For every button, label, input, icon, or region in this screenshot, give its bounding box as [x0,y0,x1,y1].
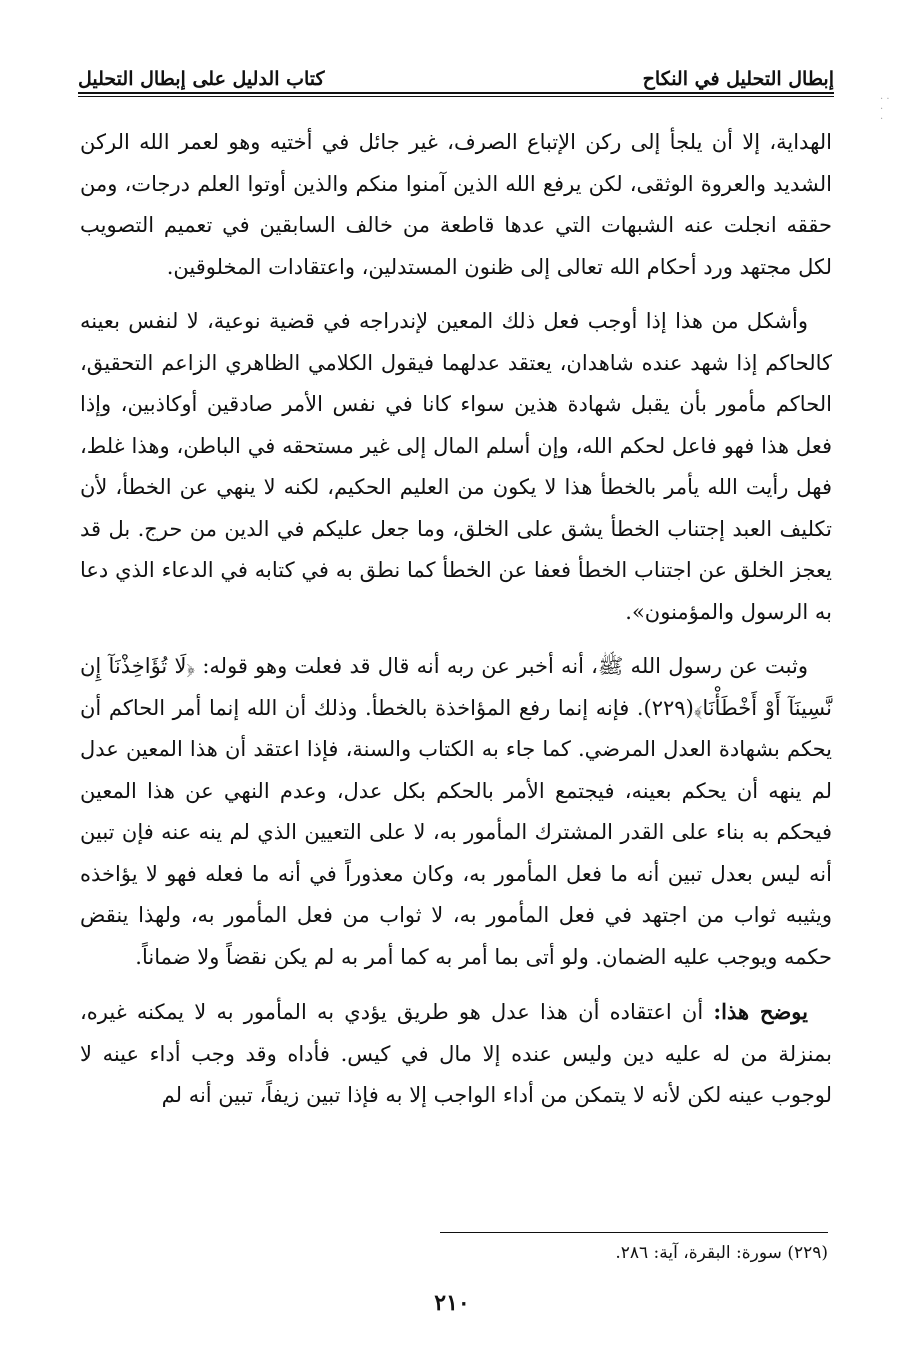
header-chapter-title: إبطال التحليل في النكاح [642,68,834,90]
paragraph-1: الهداية، إلا أن يلجأ إلى ركن الإتباع الصرف، غير جائل في أختيه وهو لعمر الله الركن الشديد والعروة الوثقى، لكن يرفع الله الذين آمنوا منكم والذين أوتوا العلم درجات، ومن حققه انجلت عنه الشبهات التي عدها قاطعة من خالف السابقين في تعميم التصويب لكل مجتهد ورد أحكام الله تعالى إلى ظنون المستدلين، واعتقادات المخلوقين. [80,130,832,279]
page-number: ٢١٠ [434,1290,470,1316]
running-header [78,58,834,90]
paragraph-3: وثبت عن رسول الله ﷺ، أنه أخبر عن ربه أنه قال قد فعلت وهو قوله: ﴿لَا تُؤَاخِذْنَآ إِن نَّسِينَآ أَوْ أَخْطَأْنَا﴾(٢٢٩). فإنه إنما رفع المؤاخذة بالخطأ. وذلك أن الله إنما أمر الحاكم أن يحكم بشهادة العدل المرضي. كما جاء به الكتاب والسنة، فإذا اعتقد أن هذا المعين عدل لم ينهه أن يحكم بعينه، فيجتمع الأمر بالحكم بكل عدل، وعدم النهي عن هذا المعين فيحكم به بناء على القدر المشترك المأمور به، لا على التعيين الذي لم ينه عنه فإن تبين أنه ليس بعدل تبين أنه ما فعل المأمور به، وكان معذوراً في أنه ما فعله فهو لا يؤاخذه ويثيبه ثواب من اجتهد في فعل المأمور به، لا ثواب من فعل المأمور به، ولهذا ينقض حكمه ويوجب عليه الضمان. ولو أتى بما أمر به كما أمر به لم يكن نقضاً ولا ضماناً. [80,654,832,969]
footnote: (٢٢٩) سورة: البقرة، آية: ٢٨٦. [615,1243,828,1263]
paragraph-4 [80,991,832,1117]
header-rule-thin [78,96,834,97]
main-text [80,122,832,1117]
footnote-rule [440,1232,828,1233]
paragraph-4-lead: يوضح هذا: [713,999,808,1024]
paragraph-2: وأشكل من هذا إذا أوجب فعل ذلك المعين لإندراجه في قضية نوعية، لا لنفس بعينه كالحاكم إذا شهد عنده شاهدان، يعتقد عدلهما فيقول الكلامي الظاهري الزاعم التحقيق، الحاكم مأمور بأن يقبل شهادة هذين سواء كانا في نفس الأمر صادقين أوكاذبين، وإذا فعل هذا فهو فاعل لحكم الله، وإن أسلم المال إلى غير مستحقه في الباطن، وهذا غلط، فهل رأيت الله يأمر بالخطأ هذا لا يكون من العليم الحكيم، لكنه لا ينهي عن الخطأ، لأن تكليف العبد إجتناب الخطأ يشق على الخلق، وما جعل عليكم في الدين من حرج. بل قد يعجز الخلق عن اجتناب الخطأ فعفا عن الخطأ كما نطق به في كتابه في الدعاء الذي دعا به الرسول والمؤمنون». [80,309,832,624]
paragraph-4-text: أن اعتقاده أن هذا عدل هو طريق يؤدي به المأمور به لا يمكنه غيره، بمنزلة من له عليه دين وليس عنده إلا مال في كيس. فأداه وقد وجب أداء عينه لا لوجوب عينه لكن لأنه لا يتمكن من أداء الواجب إلا به فإذا تبين زيفاً، تبين أنه لم [80,1000,832,1107]
header-book-title: كتاب الدليل على إبطال التحليل [78,68,325,90]
header-rule [78,92,834,94]
scan-speckles: · · · · [880,94,890,125]
